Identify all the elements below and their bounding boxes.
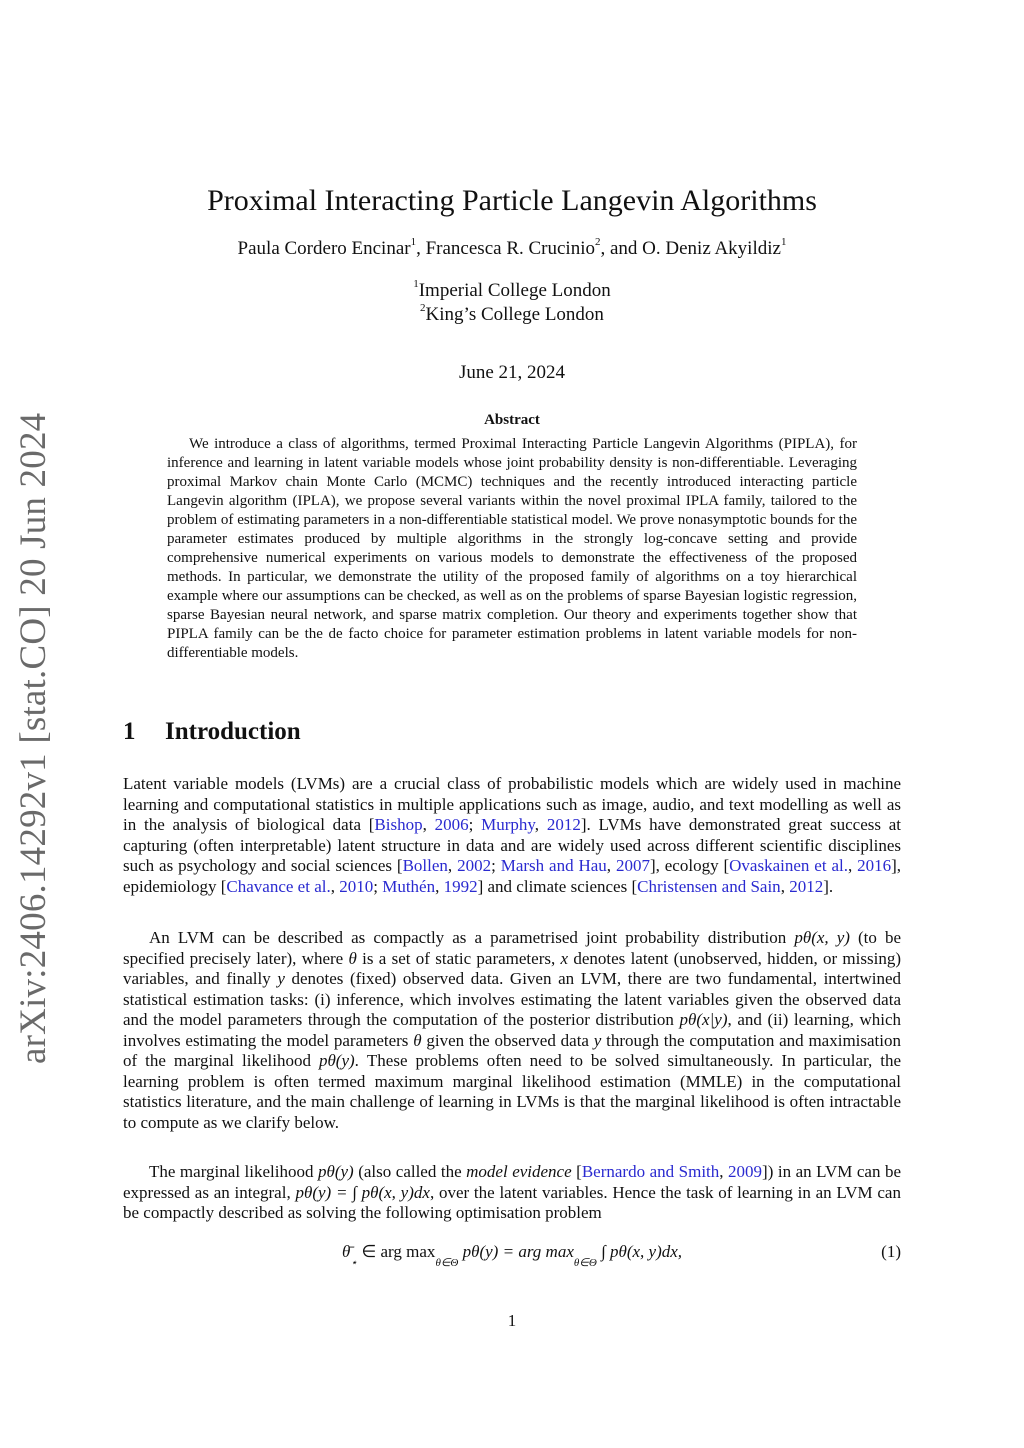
math-inline: pθ(y) = ∫ pθ(x, y)dx [295,1182,430,1202]
text-run: Latent variable models (LVMs) are a crucial class of probabilistic models which are widely used in machine learning and computational statistics in multiple applications such as image, audio, and text modelling as well as in the analysis of biological data [ [123,774,901,834]
text-run: ]) in an LVM can be expressed as an integral, [123,1162,902,1202]
citation-link[interactable]: Chavance et al. [226,876,331,896]
citation-link[interactable]: Christensen and Sain [637,876,781,896]
citation-link[interactable]: Muthén [382,876,436,896]
abstract-text: We introduce a class of algorithms, termed Proximal Interacting Particle Langevin Algorithms (PIPLA), for inference and learning in latent variable models whose joint probability density is non-differentiable. Leveraging proximal Markov chain Monte Carlo (MCMC) techniques and the recently introduced interacting particle Langevin algorithm (IPLA), we propose several variants within the novel proximal IPLA family, tailored to the problem of estimating parameters in a non-differentiable statistical model. We prove nonasymptotic bounds for the parameter estimates produced by multiple algorithms in the strongly log-concave setting and provide comprehensive numerical experiments on various models to demonstrate the effectiveness of the proposed methods. In particular, we demonstrate the utility of the proposed family of algorithms on a toy hierarchical example where our assumptions can be checked, as well as on the problems of sparse Bayesian logistic regression, sparse Bayesian neural network, and sparse matrix completion. Our theory and experiments together show that PIPLA family can be the de facto choice for parameter estimation problems in latent variable models for non-differentiable models. [167,436,857,661]
section-title: Introduction [165,718,301,745]
author-affil-mark: 1 [780,236,787,248]
text-run: , and (ii) learning, which involves estimating the model parameters [123,1010,902,1050]
math-inline: θ [413,1030,422,1050]
publication-date: June 21, 2024 [458,362,566,383]
math-inline: y [277,969,285,988]
math-inline: θ [348,948,357,968]
equation-subscript: θ∈Θ [573,1257,597,1269]
text-run: [ [571,1162,582,1181]
math-inline: x [560,948,569,968]
math-inline: y [593,1030,602,1050]
arxiv-identifier: arXiv:2406.14292v1 [stat.CO] 20 Jun 2024 [13,412,54,1064]
page-number: 1 [507,1311,517,1330]
citation-link[interactable]: Ovaskainen et al. [729,856,848,875]
author-name: O. Deniz Akyildiz [642,238,781,259]
equation-subscript: θ∈Θ [435,1257,459,1269]
section-heading [123,718,301,746]
text-run: ] and climate sciences [ [477,876,638,896]
citation-year-link[interactable]: 1992 [443,876,478,896]
affiliation-name: King’s College London [425,304,604,325]
text-run: denotes latent (unobserved, hidden, or missing) variables, and finally [123,948,901,988]
equation-term: θ̄ [341,1242,351,1261]
text-run: , over the latent variables. Hence the task of learning in an LVM can be compactly described as solving the following optimisation problem [123,1182,901,1222]
math-inline: pθ(y) [318,1051,355,1070]
text-run: . These problems often need to be solved simultaneously. In particular, the learning problem is often termed maximum marginal likelihood estimation (MMLE) in the computational statistics literature, and the main challenge of learning in LVMs is that the marginal likelihood is often intractable to compute as we clarify below. [123,1051,902,1132]
text-run: ]. LVMs have demonstrated great success at capturing (often interpretable) latent structure in data and are widely used across different scientific disciplines such as psychology and social sciences [ [123,815,901,875]
text-run: denotes (fixed) observed data. Given an LVM, there are two fundamental, intertwined statistical estimation tasks: (i) inference, which involves estimating the latent variables given the observed data and the model parameters through the computation of the posterior distribution [123,969,901,1029]
citation-link[interactable]: Bollen [402,856,448,875]
equation-term: ∈ arg max [357,1242,436,1261]
citation-year-link[interactable]: 2009 [728,1162,763,1181]
author-affil-mark: 2 [594,236,601,248]
citation-year-link[interactable]: 2016 [857,856,892,875]
author-affil-mark: 1 [410,236,417,248]
intro-paragraph-1: Latent variable models (LVMs) are a crucial class of probabilistic models which are widely used in machine learning and computational statistics in multiple applications such as image, audio, and text modelling as well as in the analysis of biological data [Bishop, 2006; Murphy, 2012]. LVMs have demonstrated great success at capturing (often interpretable) latent structure in data and are widely used across different scientific disciplines such as psychology and social sciences [Bollen, 2002; Marsh and Hau, 2007], ecology [Ovaskainen et al., 2016], epidemiology [Chavance et al., 2010; Muthén, 1992] and climate sciences [Christensen and Sain, 2012]. [123,774,902,896]
math-inline: pθ(x|y) [679,1010,728,1029]
citation-year-link[interactable]: 2012 [789,876,824,896]
citation-link[interactable]: Murphy [481,815,535,834]
math-inline: pθ(x, y) [794,928,850,947]
citation-year-link[interactable]: 2012 [546,815,581,834]
abstract-heading: Abstract [484,412,540,428]
author-separator: , and [600,238,643,259]
equation-number: (1) [881,1242,901,1261]
affiliation [0,304,1024,326]
citation-link[interactable]: Bishop [374,815,423,834]
citation-year-link[interactable]: 2007 [615,856,650,875]
text-run: through the computation and maximisation of the marginal likelihood [123,1030,901,1070]
intro-paragraph-3: The marginal likelihood pθ(y) (also called the model evidence [Bernardo and Smith, 2009]) in an LVM can be expressed as an integral, pθ(y) = ∫ pθ(x, y)dx, over the latent variables. Hence the task of learning in an LVM can be compactly described as solving the following optimisation problem [123,1162,902,1222]
equation-term: ∫ pθ(x, y)dx, [596,1242,683,1261]
text-run: The marginal likelihood [149,1162,318,1181]
text-run: An LVM can be described as compactly as a parametrised joint probability distribution [149,928,795,947]
author-list [0,238,1024,260]
author-separator: , [416,238,426,259]
intro-paragraph-2 [123,928,901,1133]
section-number: 1 [123,718,136,745]
text-run: (also called the [353,1162,467,1181]
equation-subscript: ⋆ [350,1257,358,1269]
author-name: Paula Cordero Encinar [237,238,411,259]
affiliation-name: Imperial College London [418,280,611,301]
text-run: ]. [823,876,834,896]
citation-year-link[interactable]: 2002 [457,856,492,875]
text-run: is a set of static parameters, [356,948,561,968]
text-run: ], ecology [ [649,856,730,875]
citation-year-link[interactable]: 2010 [339,876,374,896]
citation-link[interactable]: Bernardo and Smith [581,1162,720,1181]
author-name: Francesca R. Crucinio [425,238,595,259]
text-run: given the observed data [421,1030,594,1050]
citation-year-link[interactable]: 2006 [434,815,469,834]
equation-term: pθ(y) = arg max [458,1242,574,1261]
affiliation-mark: 1 [413,278,419,290]
math-inline: pθ(y) [318,1162,354,1181]
citation-link[interactable]: Marsh and Hau [500,856,607,875]
affiliation [0,280,1024,302]
emphasis: model evidence [466,1162,572,1181]
paper-title: Proximal Interacting Particle Langevin Algorithms [207,184,817,217]
text-run: ], epidemiology [ [123,856,902,896]
affiliation-mark: 2 [420,302,426,314]
text-run: (to be specified precisely later), where [123,928,902,968]
equation-1 [123,1238,901,1272]
